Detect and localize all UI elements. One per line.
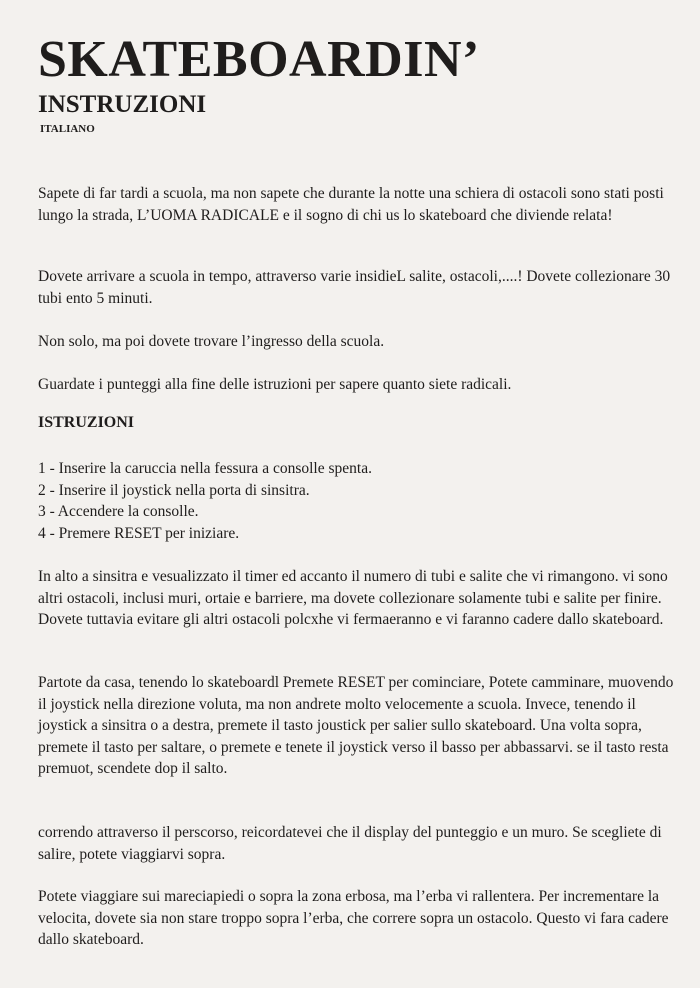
setup-step: 1 - Inserire la caruccia nella fessura a consolle spenta. xyxy=(38,460,372,477)
manual-title: SKATEBOARDIN’ xyxy=(38,31,480,88)
grass-paragraph: Potete viaggiare sui mareciapiedi o sopra la zona erbosa, ma l’erba vi rallentera. Per incrementare la velocita, dovete sia non stare troppo sopra l’erba, che correre sopra un ostacolo. Questo vi fara cadere dallo skateboard. xyxy=(38,888,669,948)
goal-paragraph: Dovete arrivare a scuola in tempo, attraverso varie insidieL salite, ostacoli,....! Dovete collezionare 30 tubi ento 5 minuti. xyxy=(38,268,671,307)
setup-step: 3 - Accendere la consolle. xyxy=(38,503,199,520)
instructions-heading: INSTRUZIONI xyxy=(38,91,207,118)
school-entrance-paragraph: Non solo, ma poi dovete trovare l’ingresso della scuola. xyxy=(38,333,385,350)
scores-paragraph: Guardate i punteggi alla fine delle istruzioni per sapere quanto siete radicali. xyxy=(38,376,512,393)
score-display-paragraph: correndo attraverso il perscorso, reicordatevei che il display del punteggio e un muro. Se scegliete di salire, potete viaggiarvi sopra. xyxy=(38,824,662,863)
timer-paragraph: In alto a sinsitra e vesualizzato il timer ed accanto il numero di tubi e salite che vi rimangono. vi sono altri ostacoli, inclusi muri, ortaie e barriere, ma dovete collezionare solamente tubi e salite per finire. Dovete tuttavia evitare gli altri ostacoli polcxhe vi fermaeranno e vi faranno cadere dallo skateboard. xyxy=(38,568,668,628)
intro-paragraph: Sapete di far tardi a scuola, ma non sapete che durante la notte una schiera di ostacoli sono stati posti lungo la strada, L’UOMA RADICALE e il sogno di chi us lo skateboard che diviende relata! xyxy=(38,185,664,224)
setup-steps-list xyxy=(38,458,372,544)
setup-step: 2 - Inserire il joystick nella porta di sinsitra. xyxy=(38,481,310,499)
language-label: ITALIANO xyxy=(40,123,95,135)
setup-step: 4 - Premere RESET per iniziare. xyxy=(38,524,240,542)
section-heading: ISTRUZIONI xyxy=(38,414,135,431)
controls-paragraph: Partote da casa, tenendo lo skateboardl Premete RESET per cominciare, Potete camminare, muovendo il joystick nella direzione voluta, ma non andrete molto velocemente a scuola. Invece, tenendo il joystick a sinsitra o a destra, premete il tasto joustick per salier sullo skateboard. Una volta sopra, premete il tasto per saltare, o premete e tenete il joystick verso il basso per abbassarvi. se il tasto resta premuot, scendete dop il salto. xyxy=(38,674,674,777)
